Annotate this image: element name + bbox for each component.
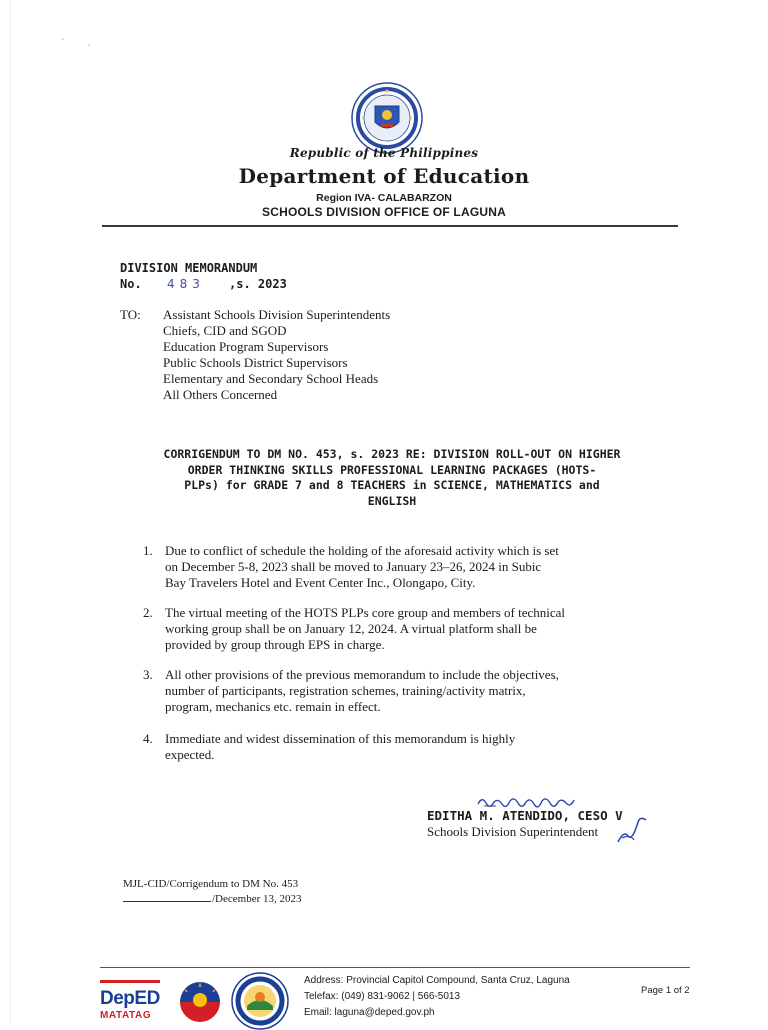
sdo-laguna-seal-icon xyxy=(231,972,289,1030)
deped-seal-icon xyxy=(351,82,423,154)
reference-date xyxy=(123,892,302,905)
item-text xyxy=(165,543,665,591)
item-line: Immediate and widest dissemination of this memorandum is highly xyxy=(165,731,516,746)
item-line: working group shall be on January 12, 2024. A virtual platform shall be xyxy=(165,621,537,636)
item-number: 4. xyxy=(143,731,153,746)
department-heading: Department of Education xyxy=(238,164,530,188)
footer-telefax: Telefax: (049) 831-9062 | 566-5013 xyxy=(304,991,461,1002)
signatory-name: EDITHA M. ATENDIDO, CESO V xyxy=(427,808,623,823)
recipient: Public Schools District Supervisors xyxy=(163,355,348,370)
item-number: 2. xyxy=(143,605,153,620)
item-line: expected. xyxy=(165,747,215,762)
memo-subject xyxy=(116,447,668,509)
item-line: Bay Travelers Hotel and Event Center Inc., Olongapo, City. xyxy=(165,575,476,590)
scan-speck xyxy=(62,38,64,40)
item-line: provided by group through EPS in charge. xyxy=(165,637,385,652)
item-line: Due to conflict of schedule the holding of the aforesaid activity which is set xyxy=(165,543,559,558)
footer-divider xyxy=(100,967,690,968)
subject-line: CORRIGENDUM TO DM NO. 453, s. 2023 RE: DIVISION ROLL-OUT ON HIGHER xyxy=(163,447,621,461)
logo-stripe xyxy=(100,980,160,983)
subject-line: ORDER THINKING SKILLS PROFESSIONAL LEARNING PACKAGES (HOTS- xyxy=(187,462,597,477)
recipient: All Others Concerned xyxy=(163,387,278,402)
memo-series: ,s. 2023 xyxy=(229,277,287,291)
region-heading: Region IVA- CALABARZON xyxy=(316,192,452,204)
initial-mark-icon xyxy=(612,812,652,848)
recipient: Assistant Schools Division Superintendents xyxy=(163,307,391,322)
scan-speck xyxy=(88,44,90,46)
republic-heading: Republic of the Philippines xyxy=(289,146,479,160)
item-line: All other provisions of the previous memorandum to include the objectives, xyxy=(165,667,559,682)
page-number: Page 1 of 2 xyxy=(641,985,690,996)
deped-wordmark: DepED xyxy=(100,988,160,1009)
item-line: number of participants, registration schemes, training/activity matrix, xyxy=(165,683,526,698)
recipient: Elementary and Secondary School Heads xyxy=(163,371,379,386)
item-text xyxy=(165,731,665,763)
recipient-list xyxy=(163,307,390,403)
recipient: Education Program Supervisors xyxy=(163,339,329,354)
matatag-wordmark: MATATAG xyxy=(100,1010,152,1021)
item-line: on December 5-8, 2023 shall be moved to January 23–26, 2024 in Subic xyxy=(165,559,542,574)
footer-address: Address: Provincial Capitol Compound, Santa Cruz, Laguna xyxy=(304,975,570,986)
item-number: 1. xyxy=(143,543,153,558)
reference-date-text: /December 13, 2023 xyxy=(212,893,302,905)
deped-logo xyxy=(100,980,166,1024)
memo-number-stamp: 483 xyxy=(167,277,205,291)
item-number: 3. xyxy=(143,667,153,682)
recipient: Chiefs, CID and SGOD xyxy=(163,323,287,338)
item-line: The virtual meeting of the HOTS PLPs core group and members of technical xyxy=(165,605,566,620)
bagong-pilipinas-emblem-icon xyxy=(174,976,226,1024)
memo-title: DIVISION MEMORANDUM xyxy=(120,261,258,275)
reference-blank-line xyxy=(123,892,211,902)
item-line: program, mechanics etc. remain in effect. xyxy=(165,699,381,714)
memo-number-label: No. xyxy=(120,277,142,291)
header-divider xyxy=(102,225,678,227)
office-heading: SCHOOLS DIVISION OFFICE OF LAGUNA xyxy=(262,205,506,219)
reference-code: MJL-CID/Corrigendum to DM No. 453 xyxy=(123,878,299,890)
signatory-title: Schools Division Superintendent xyxy=(427,824,599,839)
footer-email: Email: laguna@deped.gov.ph xyxy=(304,1007,435,1018)
subject-line: PLPs) for GRADE 7 and 8 TEACHERS in SCIENCE, MATHEMATICS and xyxy=(184,478,600,492)
subject-line: ENGLISH xyxy=(367,493,417,508)
to-label: TO: xyxy=(120,307,141,322)
item-text xyxy=(165,667,665,715)
item-text xyxy=(165,605,665,653)
